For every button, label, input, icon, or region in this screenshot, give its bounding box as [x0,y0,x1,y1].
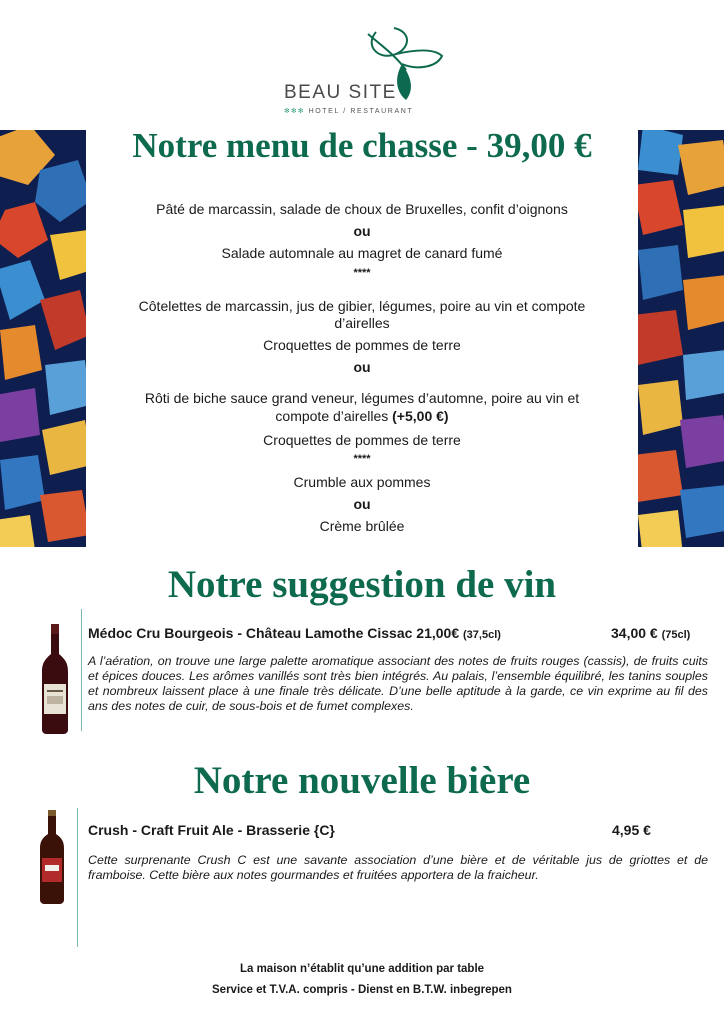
dessert-option-2: Crème brûlée [319,518,405,534]
beer-name: Crush - Craft Fruit Ale - Brasserie {C} [88,822,335,838]
dessert-option-1: Crumble aux pommes [293,474,431,490]
main-option-1-line2: d’airelles [334,315,390,331]
star-rating-icon: ✻✻✻ [284,108,305,115]
wine-section-title: Notre suggestion de vin [167,563,557,606]
wine-small-size: (37,5cl) [463,629,501,641]
beer-description: Cette surprenante Crush C est une savante association d’une bière et de véritable jus de griottes et de framboise. Cette bière aux notes gourmandes et fruitées apportera de la fraicheur. [88,853,708,882]
logo-subtitle-text: HOTEL / RESTAURANT [308,108,414,115]
footer-note-1: La maison n’établit qu’une addition par table [239,963,485,975]
starter-option-2: Salade automnale au magret de canard fumé [221,245,503,261]
wine-name [88,625,501,641]
main-option-2-side: Croquettes de pommes de terre [263,432,461,448]
divider [77,808,78,947]
wine-name-text: Médoc Cru Bourgeois - Château Lamothe Cissac 21,00€ [88,625,460,641]
main-option-2-line1: Rôti de biche sauce grand veneur, légumes d’automne, poire au vin et [144,390,580,406]
wine-price-text: 34,00 € [611,625,658,641]
beau-site-leaf-logo [284,26,454,118]
beer-section-title: Notre nouvelle bière [193,759,531,802]
supplement-price: (+5,00 €) [392,408,449,424]
autumn-leaves-right-image [638,130,724,547]
course-separator: **** [353,267,371,279]
leaf-icon [638,130,724,547]
wine-large-size: (75cl) [661,629,691,641]
logo-name: BEAU SITE [284,82,397,103]
wine-description: A l’aération, on trouve une large palette aromatique associant des notes de fruits rouges (cassis), de fruits cuits et épices douces. Les arômes vanillés sont très bien intégrés. Au palais, l’ensemble équilibré, les tanins souples et nombreux laissent place à une finale très délicate. D’une belle aptitude à la garde, ce vin exprime au fil des ans des notes de cuir, de sous-bois et de fumet complexes. [88,654,708,713]
beer-price: 4,95 € [612,822,651,838]
beer-bottle-image [38,810,66,904]
main-option-1-side: Croquettes de pommes de terre [263,337,461,353]
autumn-leaves-left-image [0,130,86,547]
course-separator: **** [353,453,371,465]
wine-large-price [611,625,690,641]
or-separator: ou [353,496,371,512]
starter-option-1: Pâté de marcassin, salade de choux de Bruxelles, confit d’oignons [156,201,568,217]
footer-note-2: Service et T.V.A. compris - Dienst en B.T.W. inbegrepen [212,984,512,996]
main-option-2-text: compote d’airelles [275,408,389,424]
leaf-icon [0,130,86,547]
divider [81,609,82,731]
or-separator: ou [353,223,371,239]
wine-bottle-image [40,624,70,734]
main-option-1-line1: Côtelettes de marcassin, jus de gibier, légumes, poire au vin et compote [138,298,586,314]
main-option-2-line2 [100,408,624,425]
logo-subtitle [284,107,413,115]
or-separator: ou [353,359,371,375]
menu-title: Notre menu de chasse - 39,00 € [132,126,592,165]
